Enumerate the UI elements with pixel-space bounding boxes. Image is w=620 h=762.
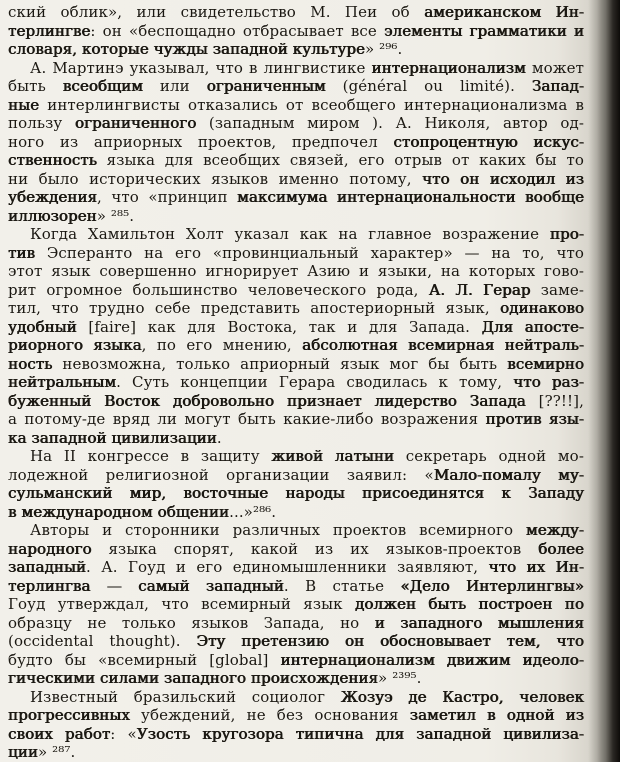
bold-run: терлингва — самый западный: [8, 576, 284, 595]
bold-run: ственность: [8, 151, 97, 169]
bold-run: ные: [8, 95, 40, 114]
bold-run: одинаково: [500, 299, 584, 317]
text-line: своих работ: «Узость кругозора типична для западной цивилиза-: [8, 724, 584, 743]
page-edge-shadow: [588, 0, 620, 762]
text-line: гическими силами западного происхождения» ²³⁹⁵.: [8, 669, 422, 687]
bold-run: словаря, которые чужды западной культуре: [8, 40, 365, 58]
bold-run: ограниченного: [74, 114, 197, 132]
bold-run: абсолютная всемирная нейтраль-: [302, 336, 585, 354]
bold-run: ции: [8, 743, 38, 761]
bold-run: Для апосте-: [481, 317, 585, 336]
bold-run: элементы грамматики и: [383, 21, 584, 40]
bold-run: тив: [8, 243, 36, 262]
text-line: будто бы «всемирный [global] интернационализм движим идеоло-: [8, 650, 584, 669]
paragraph: [8, 225, 584, 447]
bold-run: ограниченным: [206, 77, 326, 95]
bold-run: между-: [525, 521, 584, 539]
text-line: иллюзорен» ²⁸⁵.: [8, 206, 135, 225]
text-line: пользу ограниченного (западным миром ). А. Николя, автор од-: [8, 114, 584, 132]
bold-run: всеобщим: [62, 77, 143, 95]
bold-run: народного: [8, 539, 92, 558]
paragraph: [8, 59, 584, 226]
text-line: Гоуд утверждал, что всемирный язык должен быть построен по: [8, 595, 584, 613]
bold-run: более: [538, 539, 584, 558]
bold-run: Запад-: [531, 77, 585, 95]
bold-run: и западного мышления: [374, 613, 584, 632]
bold-run: максимума интернациональности вообще: [237, 188, 584, 206]
bold-run: что их Ин-: [488, 558, 585, 576]
text-line: образцу не только языков Запада, но и западного мышления: [8, 613, 584, 632]
bold-run: что он исходил из: [422, 169, 584, 188]
text-line: нейтральным. Суть концепции Герара сводилась к тому, что раз-: [8, 373, 584, 391]
paragraph: [8, 3, 584, 59]
bold-run: про-: [549, 225, 584, 243]
bold-run: заметил в одной из: [409, 706, 585, 724]
text-line: лодежной религиозной организации заявил: «Мало-помалу му-: [8, 465, 584, 484]
text-line: Известный бразильский социолог Жозуэ де Кастро, человек: [30, 687, 584, 706]
text-line: народного языка спорят, какой из их языков-проектов более: [8, 539, 584, 558]
bold-run: удобный: [8, 317, 77, 336]
bold-run: риорного языка: [8, 336, 142, 354]
bold-run: американском Ин-: [424, 3, 584, 21]
bold-run: прогрессивных: [8, 706, 130, 724]
bold-run: своих работ: [8, 724, 111, 743]
bold-run: западный: [8, 558, 87, 576]
text-line: рит огромное большинство человеческого рода, А. Л. Герар заме-: [8, 280, 585, 299]
text-line: а потому-де вряд ли могут быть какие-либо возражения против язы-: [8, 410, 584, 428]
bold-run: стопроцентную искус-: [393, 132, 584, 151]
bold-run: против язы-: [485, 410, 584, 428]
bold-run: интернационализм движим идеоло-: [280, 650, 584, 669]
text-line: буженный Восток добровольно признает лидерство Запада [??!!],: [8, 391, 584, 410]
bold-run: должен быть построен по: [354, 595, 584, 613]
bold-run: интернационализм: [371, 58, 526, 77]
text-line: А. Мартинэ указывал, что в лингвистике интернационализм может: [30, 58, 584, 77]
text-line: убеждения, что «принцип максимума интернациональности вообще: [8, 188, 584, 206]
text-line: ного из априорных проектов, предпочел стопроцентную искус-: [8, 132, 584, 151]
text-line: ни было исторических языков именно потому, что он исходил из: [8, 169, 584, 188]
bold-run: Жозуэ де Кастро, человек: [340, 687, 584, 706]
bold-run: Эту претензию он обосновывает тем, что: [196, 632, 585, 650]
bold-run: Узость кругозора типична для западной цивилиза-: [136, 724, 584, 743]
bold-run: всемирно: [507, 354, 584, 373]
text-line: терлингва — самый западный. В статье «Дело Интерлингвы»: [8, 576, 584, 595]
bold-run: «Дело Интерлингвы»: [400, 576, 584, 595]
bold-run: буженный Восток добровольно признает лидерство Запада: [8, 391, 526, 410]
text-line: риорного языка, по его мнению, абсолютная всемирная нейтраль-: [8, 336, 585, 354]
bold-run: в международном общении: [8, 502, 230, 521]
text-line: западный. А. Гоуд и его единомышленники заявляют, что их Ин-: [8, 558, 585, 576]
page-text-block: [8, 3, 584, 762]
text-line: На II конгрессе в защиту живой латыни секретарь одной мо-: [30, 447, 584, 465]
bold-run: живой латыни: [271, 447, 395, 465]
text-line: (occidental thought). Эту претензию он обосновывает тем, что: [8, 632, 585, 650]
bold-run: иллюзорен: [8, 206, 97, 225]
text-line: быть всеобщим или ограниченным (général ou limité). Запад-: [8, 77, 585, 95]
text-line: Авторы и сторонники различных проектов всемирного между-: [30, 521, 584, 539]
bold-run: сульманский мир, восточные народы присоединятся к Западу: [8, 484, 584, 502]
paragraph: [8, 447, 584, 521]
text-line: словаря, которые чужды западной культуре» ²⁹⁶.: [8, 40, 403, 58]
text-line: тив Эсперанто на его «провинциальный характер» — на то, что: [8, 243, 584, 262]
text-line: Когда Хамильтон Холт указал как на главное возражение про-: [30, 225, 584, 243]
bold-run: А. Л. Герар: [428, 280, 531, 299]
text-line: ка западной цивилизации.: [8, 428, 222, 447]
text-line: ственность языка для всеобщих связей, его отрыв от каких бы то: [8, 151, 584, 169]
text-line: ные интерлингвисты отказались от всеобщего интернационализма в: [8, 95, 584, 114]
bold-run: убеждения: [8, 188, 98, 206]
bold-run: нейтральным: [8, 373, 117, 391]
text-line: в международном общении...»²⁸⁶.: [8, 502, 277, 521]
bold-run: гическими силами западного происхождения: [8, 669, 379, 687]
bold-run: что раз-: [513, 373, 584, 391]
paragraph: [8, 521, 584, 688]
text-line: удобный [faire] как для Востока, так и для Запада. Для апосте-: [8, 317, 585, 336]
bold-run: терлингве: [8, 21, 91, 40]
bold-run: Мало-помалу му-: [433, 465, 584, 484]
bold-run: ка западной цивилизации: [8, 428, 217, 447]
paragraph: [8, 688, 584, 762]
text-line: ность невозможна, только априорный язык мог бы быть всемирно: [8, 354, 584, 373]
text-line: [8, 484, 584, 503]
text-line: прогрессивных убеждений, не без основания заметил в одной из: [8, 706, 585, 724]
bold-run: ность: [8, 354, 53, 373]
text-line: ский облик», или свидетельство М. Пеи об американском Ин-: [8, 3, 584, 21]
text-line: ции» ²⁸⁷.: [8, 743, 76, 761]
text-line: терлингве: он «беспощадно отбрасывает все элементы грамматики и: [8, 21, 584, 40]
text-line: тил, что трудно себе представить апостериорный язык, одинаково: [8, 299, 584, 317]
text-line: этот язык совершенно игнорирует Азию и языки, на которых гово-: [8, 262, 584, 280]
